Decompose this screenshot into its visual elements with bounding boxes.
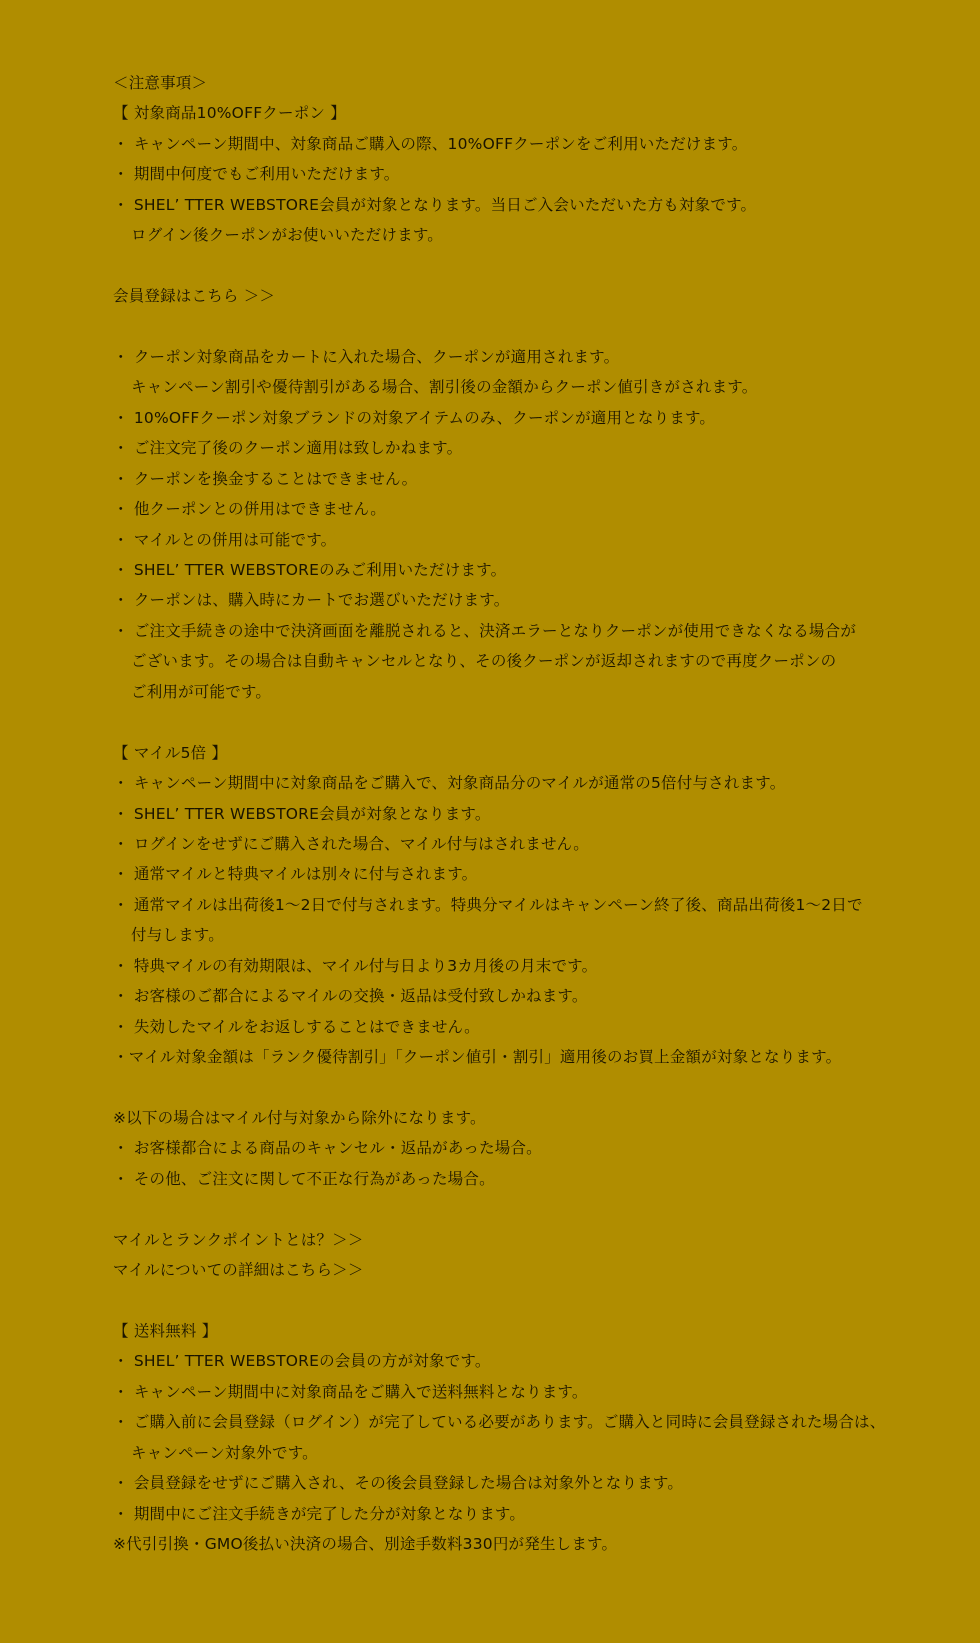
list-item: ・ 会員登録をせずにご購入され、その後会員登録した場合は対象外となります。: [113, 1474, 684, 1493]
list-item: ・ 他クーポンとの併用はできません。: [113, 500, 386, 519]
list-item-continuation: キャンペーン対象外です。: [131, 1443, 318, 1462]
list-item-continuation: キャンペーン割引や優待割引がある場合、割引後の金額からクーポン値引きがされます。: [131, 378, 758, 397]
list-item: ・ 通常マイルは出荷後1～2日で付与されます。特典分マイルはキャンペーン終了後、商品出荷後1～2日で: [113, 895, 863, 914]
list-item: ・ 期間中何度でもご利用いただけます。: [113, 165, 400, 184]
spacer: [113, 1194, 963, 1224]
spacer: [113, 312, 963, 342]
spacer: [113, 1286, 963, 1316]
mile-rank-point-link[interactable]: マイルとランクポイントとは？＞＞: [113, 1230, 364, 1249]
campaign-notes: [113, 68, 963, 1559]
list-item-continuation: ございます。その場合は自動キャンセルとなり、その後クーポンが返却されますので再度クーポンの: [131, 652, 837, 671]
mile-section-title: 【 マイル5倍 】: [113, 743, 228, 762]
list-item: ・ 10%OFFクーポン対象ブランドの対象アイテムのみ、クーポンが適用となります。: [113, 408, 716, 427]
list-item: ・ 期間中にご注文手続きが完了した分が対象となります。: [113, 1504, 526, 1523]
list-item: ・ ご購入前に会員登録（ログイン）が完了している必要があります。ご購入と同時に会員登録された場合は、: [113, 1413, 886, 1432]
list-item: ・ SHEL’ TTER WEBSTOREの会員の方が対象です。: [113, 1352, 491, 1371]
list-item: ・ 通常マイルと特典マイルは別々に付与されます。: [113, 865, 478, 884]
list-item: ・ キャンペーン期間中に対象商品をご購入で、対象商品分のマイルが通常の5倍付与されます。: [113, 774, 786, 793]
list-item: ・ ご注文完了後のクーポン適用は致しかねます。: [113, 439, 463, 458]
spacer: [113, 251, 963, 281]
list-item: ・ その他、ご注文に関して不正な行為があった場合。: [113, 1169, 495, 1188]
member-register-link[interactable]: 会員登録はこちら ＞＞: [113, 287, 276, 306]
list-item: ・ SHEL’ TTER WEBSTORE会員が対象となります。: [113, 804, 491, 823]
list-item: ・ お客様都合による商品のキャンセル・返品があった場合。: [113, 1139, 542, 1158]
list-item: ・ キャンペーン期間中に対象商品をご購入で送料無料となります。: [113, 1382, 588, 1401]
list-item: ・ 特典マイルの有効期限は、マイル付与日より3カ月後の月末です。: [113, 956, 598, 975]
list-item: ・ クーポンは、購入時にカートでお選びいただけます。: [113, 591, 510, 610]
list-item: ・ キャンペーン期間中、対象商品ご購入の際、10%OFFクーポンをご利用いただけます。: [113, 134, 748, 153]
list-item-continuation: ご利用が可能です。: [131, 682, 272, 701]
coupon-section-title: 【 対象商品10%OFFクーポン 】: [113, 104, 346, 123]
notes-heading: ＜注意事項＞: [113, 74, 208, 92]
list-item: ・ マイルとの併用は可能です。: [113, 530, 337, 549]
list-item: ・マイル対象金額は「ランク優待割引」「クーポン値引・割引」適用後のお買上金額が対象となります。: [113, 1048, 842, 1066]
mile-detail-link[interactable]: マイルについての詳細はこちら＞＞: [113, 1261, 364, 1280]
list-item: ・ ログインをせずにご購入された場合、マイル付与はされません。: [113, 834, 589, 853]
list-item: ・ クーポンを換金することはできません。: [113, 469, 418, 488]
shipping-fee-note: ※代引引換・GMO後払い決済の場合、別途手数料330円が発生します。: [113, 1535, 618, 1553]
list-item-continuation: ログイン後クーポンがお使いいただけます。: [131, 226, 443, 245]
shipping-section-title: 【 送料無料 】: [113, 1321, 218, 1340]
list-item: ・ ご注文手続きの途中で決済画面を離脱されると、決済エラーとなりクーポンが使用できなくなる場合が: [113, 621, 857, 640]
list-item: ・ SHEL’ TTER WEBSTOREのみご利用いただけます。: [113, 561, 507, 579]
list-item: ・ 失効したマイルをお返しすることはできません。: [113, 1017, 480, 1036]
list-item: ・ SHEL’ TTER WEBSTORE会員が対象となります。当日ご入会いただいた方も対象です。: [113, 195, 757, 214]
mile-exclusion-title: ※以下の場合はマイル付与対象から除外になります。: [113, 1108, 486, 1127]
list-item: ・ お客様のご都合によるマイルの交換・返品は受付致しかねます。: [113, 987, 588, 1006]
list-item: ・ クーポン対象商品をカートに入れた場合、クーポンが適用されます。: [113, 347, 620, 366]
list-item-continuation: 付与します。: [131, 926, 224, 945]
spacer: [113, 1072, 963, 1102]
spacer: [113, 707, 963, 737]
